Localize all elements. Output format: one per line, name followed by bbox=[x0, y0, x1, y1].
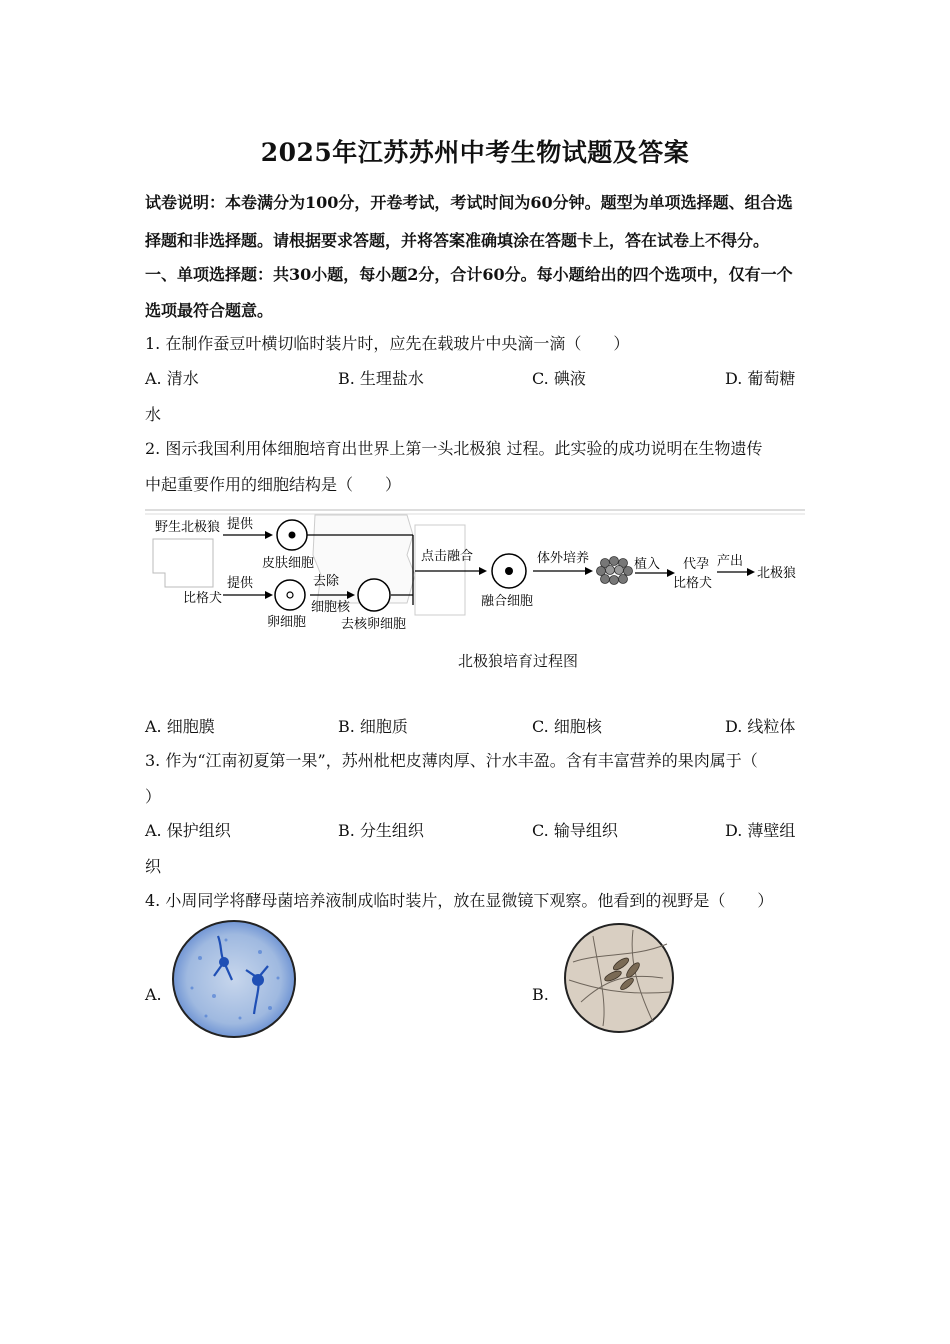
label-result: 北极狼 bbox=[757, 566, 797, 581]
arctic-wolf-process-diagram bbox=[145, 505, 805, 640]
question-4-option-a: A. bbox=[145, 985, 162, 1004]
question-3-option-a: A. 保护组织 bbox=[145, 821, 231, 840]
label-provide-2: 提供 bbox=[227, 576, 254, 591]
question-1-option-c: C. 碘液 bbox=[532, 369, 586, 388]
enucleated-egg-icon bbox=[358, 579, 390, 611]
question-1-option-b: B. 生理盐水 bbox=[338, 369, 424, 388]
question-3-option-b: B. 分生组织 bbox=[338, 821, 424, 840]
intro-line-1: 试卷说明：本卷满分为100分，开卷考试，考试时间为60分钟。题型为单项选择题、组合选 bbox=[145, 193, 793, 212]
question-2-stem-line-1: 2. 图示我国利用体细胞培育出世界上第一头北极狼 过程。此实验的成功说明在生物遗传 bbox=[145, 439, 763, 458]
question-1-option-a: A. 清水 bbox=[145, 369, 199, 388]
label-born: 产出 bbox=[717, 554, 744, 569]
label-surrogate-1: 代孕 bbox=[683, 557, 710, 572]
label-enucleated: 去核卵细胞 bbox=[341, 617, 407, 632]
micrograph-b-fungal-spores bbox=[563, 922, 675, 1034]
label-wolf: 野生北极狼 bbox=[155, 520, 221, 535]
label-remove-2: 细胞核 bbox=[311, 600, 351, 615]
label-fuse: 点击融合 bbox=[421, 549, 474, 564]
label-dog: 比格犬 bbox=[183, 591, 223, 606]
label-fused-cell: 融合细胞 bbox=[481, 594, 534, 609]
label-culture: 体外培养 bbox=[537, 551, 590, 566]
label-egg-cell: 卵细胞 bbox=[267, 615, 307, 630]
question-2-stem-line-2: 中起重要作用的细胞结构是（ ） bbox=[145, 475, 402, 494]
section-heading-line-1: 一、单项选择题：共30小题，每小题2分，合计60分。每小题给出的四个选项中，仅有一个 bbox=[145, 265, 793, 284]
figure-caption: 北极狼培育过程图 bbox=[457, 652, 578, 670]
question-1-stem: 1. 在制作蚕豆叶横切临时装片时，应先在载玻片中央滴一滴（ ） bbox=[145, 334, 630, 353]
section-heading-line-2: 选项最符合题意。 bbox=[145, 301, 274, 320]
question-2-option-d: D. 线粒体 bbox=[725, 717, 796, 736]
question-2-option-a: A. 细胞膜 bbox=[145, 717, 215, 736]
label-implant: 植入 bbox=[634, 557, 661, 572]
label-remove-1: 去除 bbox=[313, 574, 340, 589]
label-provide-1: 提供 bbox=[227, 517, 254, 532]
micrograph-a-blue-stained bbox=[170, 918, 298, 1040]
question-4-stem: 4. 小周同学将酵母菌培养液制成临时装片，放在显微镜下观察。他看到的视野是（ ） bbox=[145, 891, 774, 910]
question-1-option-d: D. 葡萄糖 bbox=[725, 369, 796, 388]
label-surrogate-2: 比格犬 bbox=[673, 576, 713, 591]
question-3-option-c: C. 输导组织 bbox=[532, 821, 618, 840]
question-2-option-c: C. 细胞核 bbox=[532, 717, 602, 736]
question-1-option-d-wrap: 水 bbox=[145, 405, 162, 424]
page-title: 2025年江苏苏州中考生物试题及答案 bbox=[260, 138, 690, 167]
question-3-stem-line-2: ） bbox=[145, 787, 162, 806]
question-3-option-d-wrap: 织 bbox=[145, 857, 162, 876]
question-2-option-b: B. 细胞质 bbox=[338, 717, 408, 736]
question-3-option-d: D. 薄壁组 bbox=[725, 821, 796, 840]
embryo-cluster-icon bbox=[597, 557, 633, 585]
label-skin-cell: 皮肤细胞 bbox=[262, 556, 315, 571]
question-3-stem-line-1: 3. 作为“江南初夏第一果”，苏州枇杷皮薄肉厚、汁水丰盈。含有丰富营养的果肉属于（ bbox=[145, 751, 758, 770]
wolf-photo-placeholder bbox=[153, 539, 213, 587]
intro-line-2: 择题和非选择题。请根据要求答题，并将答案准确填涂在答题卡上，答在试卷上不得分。 bbox=[145, 231, 770, 250]
question-4-option-b: B. bbox=[532, 985, 549, 1004]
